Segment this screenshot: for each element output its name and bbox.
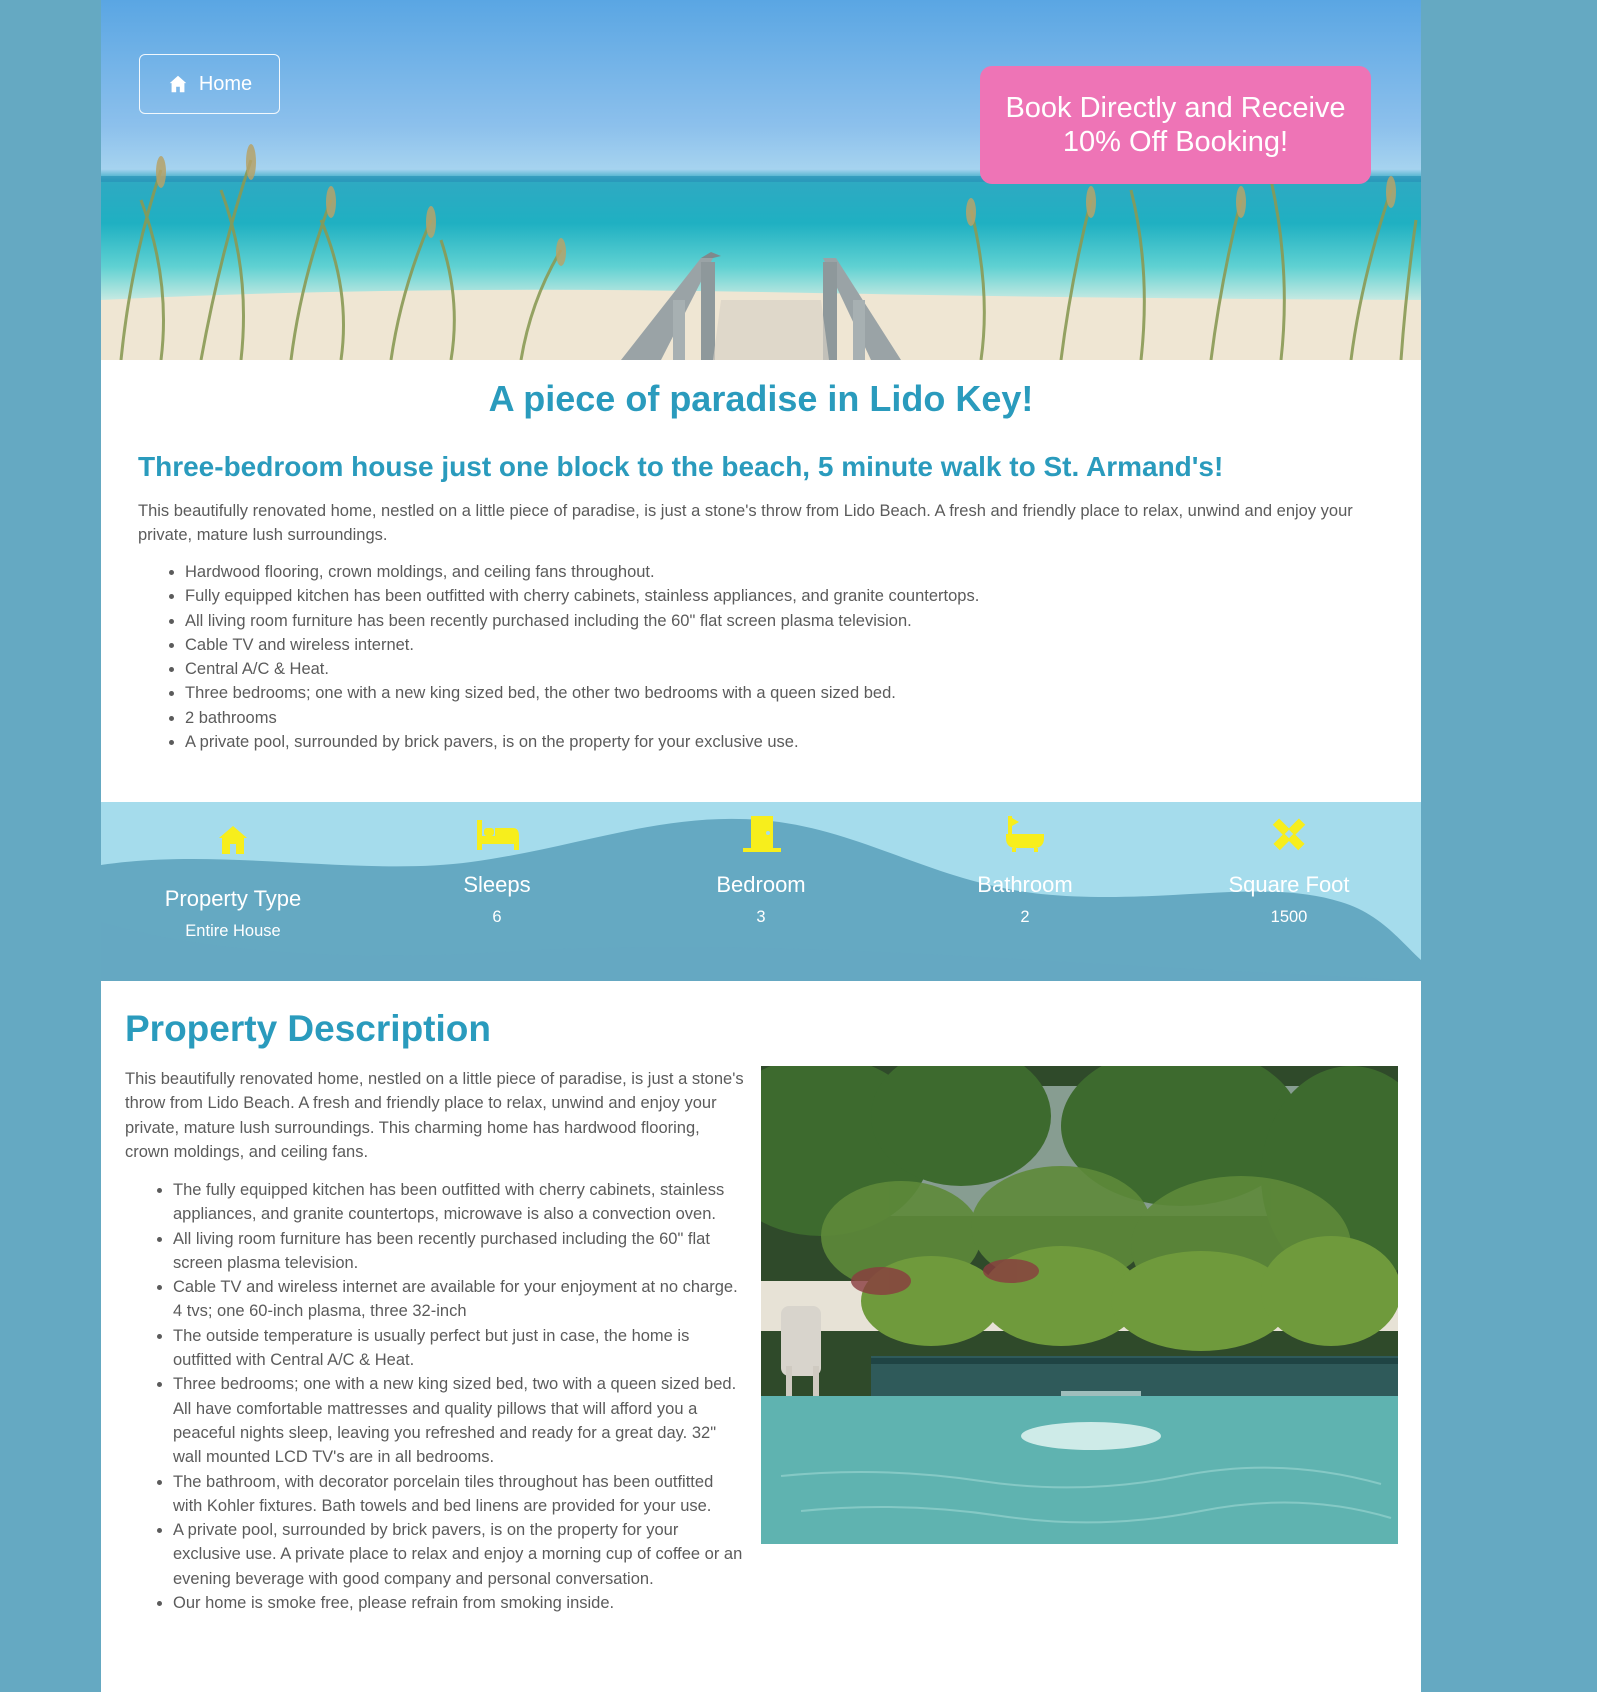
list-item: • Central A/C & Heat. — [185, 657, 1385, 681]
description-paragraph: This beautifully renovated home, nestled on a little piece of paradise, is just a stone's throw from Lido Beach. A fresh and friendly place to relax, unwind and enjoy your private, mature lush surroundings. This charming home has hardwood flooring, crown moldings, and ceiling fans. — [125, 1070, 744, 1161]
list-item: • Fully equipped kitchen has been outfitted with cherry cabinets, stainless appliances, and granite countertops. — [185, 584, 1385, 608]
list-item: • A private pool, surrounded by brick pavers, is on the property for your exclusive use. A private place to relax and enjoy a morning cup of coffee or an evening beverage with good company and personal conversation. — [173, 1518, 747, 1591]
description-list — [173, 1178, 747, 1615]
home-button-label: Home — [198, 72, 253, 95]
list-item: • Three bedrooms; one with a new king sized bed, the other two bedrooms with a queen sized bed. — [185, 681, 1385, 705]
stat-square-foot — [1157, 814, 1421, 927]
door-icon — [739, 814, 783, 854]
stat-label: Square Foot — [1228, 872, 1350, 897]
stat-value: Entire House — [185, 922, 281, 940]
stat-sleeps — [365, 814, 629, 927]
intro-paragraph: This beautifully renovated home, nestled on a little piece of paradise, is just a stone's throw from Lido Beach. A fresh and friendly place to relax, unwind and enjoy your private, mature lush surroundings. — [138, 502, 1353, 544]
list-item: • The outside temperature is usually perfect but just in case, the home is outfitted with Central A/C & Heat. — [173, 1324, 747, 1373]
stat-value: 3 — [756, 908, 766, 926]
stat-label: Sleeps — [463, 872, 531, 897]
house-icon — [211, 820, 255, 860]
list-item: • All living room furniture has been recently purchased including the 60" flat screen plasma television. — [185, 609, 1385, 633]
stat-value: 6 — [492, 908, 502, 926]
page-subtitle: Three-bedroom house just one block to the beach, 5 minute walk to St. Armand's! — [138, 451, 1224, 482]
list-item: • Cable TV and wireless internet are available for your enjoyment at no charge. 4 tvs; one 60-inch plasma, three 32-inch — [173, 1275, 747, 1324]
hero-banner — [101, 0, 1421, 360]
page-title: A piece of paradise in Lido Key! — [488, 378, 1034, 419]
ruler-pencil-icon — [1267, 814, 1311, 854]
home-icon — [167, 73, 189, 95]
page-container — [101, 0, 1421, 1692]
list-item: • A private pool, surrounded by brick pavers, is on the property for your exclusive use. — [185, 730, 1385, 754]
list-item: • Cable TV and wireless internet. — [185, 633, 1385, 657]
list-item: • 2 bathrooms — [185, 706, 1385, 730]
stat-bedroom — [629, 814, 893, 927]
book-directly-button[interactable] — [980, 66, 1371, 184]
list-item: • Three bedrooms; one with a new king sized bed, two with a queen sized bed. All have comfortable mattresses and quality pillows that will afford you a peaceful nights sleep, leaving you refreshed and ready for a great day. 32" wall mounted LCD TV's are in all bedrooms. — [173, 1372, 747, 1469]
stat-label: Bathroom — [977, 872, 1073, 897]
list-item: • All living room furniture has been recently purchased including the 60" flat screen plasma television. — [173, 1227, 747, 1276]
stat-value: 1500 — [1270, 908, 1308, 926]
list-item: • The bathroom, with decorator porcelain tiles throughout has been outfitted with Kohler fixtures. Bath towels and bed linens are provided for your use. — [173, 1470, 747, 1519]
pool-photo — [761, 1066, 1398, 1544]
property-stats-band — [101, 802, 1421, 981]
stat-label: Bedroom — [716, 872, 806, 897]
stat-value: 2 — [1020, 908, 1030, 926]
description-title: Property Description — [125, 1008, 491, 1049]
home-button[interactable] — [139, 54, 280, 114]
pool-garden-image — [761, 1066, 1398, 1544]
bathtub-icon — [1003, 814, 1047, 854]
book-button-label: Book Directly and Receive 10% Off Booking! — [1005, 92, 1346, 158]
bed-icon — [475, 814, 519, 854]
stat-property-type — [101, 820, 365, 941]
feature-list — [185, 560, 1385, 754]
list-item: • The fully equipped kitchen has been outfitted with cherry cabinets, stainless appliances, and granite countertops, microwave is also a convection oven. — [173, 1178, 747, 1227]
stat-label: Property Type — [164, 886, 302, 911]
list-item: • Our home is smoke free, please refrain from smoking inside. — [173, 1591, 747, 1615]
stat-bathroom — [893, 814, 1157, 927]
list-item: • Hardwood flooring, crown moldings, and ceiling fans throughout. — [185, 560, 1385, 584]
